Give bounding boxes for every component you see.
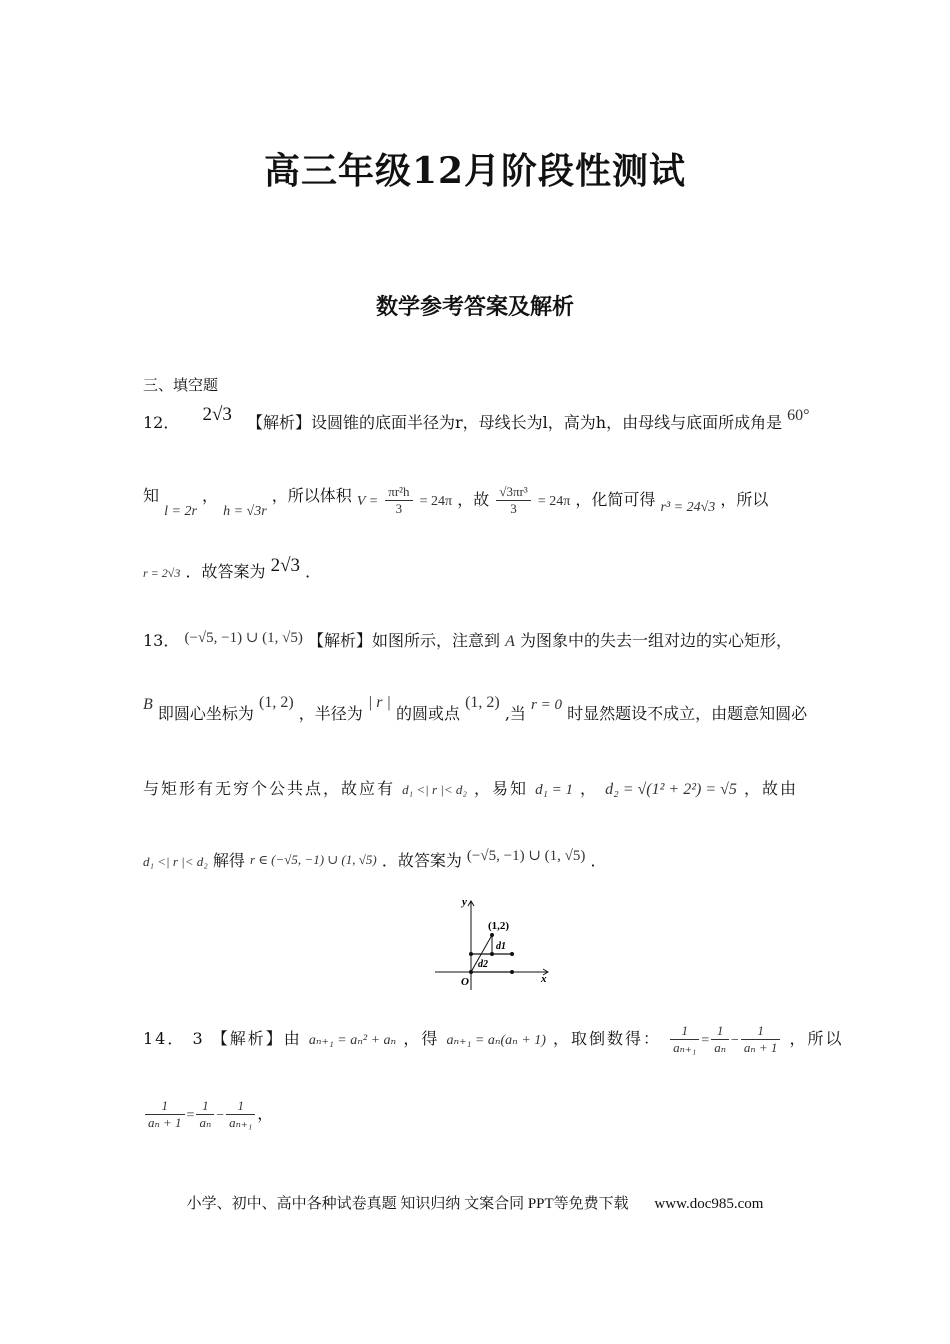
q12-text-simplify: ，化简可得	[575, 490, 656, 509]
q14-number: 14．	[143, 1029, 186, 1048]
q13-line-2	[143, 694, 808, 723]
point-label: (1,2)	[488, 920, 510, 932]
fraction-denominator: aₙ	[199, 1115, 212, 1130]
fraction-numerator: 1	[711, 1023, 729, 1040]
q12-text-answer: ．故答案为	[185, 562, 266, 581]
q14-fraction-1	[670, 1023, 699, 1056]
q12-angle: 60°	[787, 407, 810, 424]
q14-line-1	[143, 1023, 844, 1056]
q13-number: 13．	[143, 631, 180, 650]
equals-sign: =	[701, 1033, 710, 1048]
document-title: 高三年级12月阶段性测试	[263, 150, 687, 192]
q14-end: ，	[257, 1104, 274, 1123]
q14-fraction-2	[711, 1023, 729, 1056]
q13-d1: d₁ = 1	[535, 782, 573, 798]
q14-fraction-3	[741, 1023, 781, 1056]
fraction-numerator: 1	[226, 1098, 255, 1115]
minus-sign: −	[730, 1033, 739, 1048]
q12-fraction-2	[496, 484, 530, 517]
point-origin	[469, 970, 473, 974]
q14-fraction-5	[196, 1098, 214, 1131]
x-axis-label: x	[541, 973, 547, 985]
q12-answer-2: 2√3	[270, 555, 300, 576]
d2-label: d2	[478, 959, 488, 970]
q12-number: 12．	[143, 413, 180, 432]
fraction-denominator: 3	[395, 501, 403, 516]
q12-line-2	[143, 484, 768, 517]
q13-lead-b: 为图象中的失去一组对边的实心矩形，	[519, 631, 792, 650]
q12-eq-V-rhs: = 24π	[419, 494, 453, 509]
q13-text-when: ,当	[504, 704, 526, 723]
q13-text-or-point: 的圆或点	[395, 704, 460, 723]
q13-label-A: A	[505, 633, 515, 650]
point-rect-top-left	[469, 952, 473, 956]
q12-eq-h: h = √3r	[223, 504, 267, 519]
fraction-denominator: 3	[510, 501, 517, 516]
q12-fraction-volume	[385, 484, 412, 517]
q12-comma: ，	[202, 486, 219, 505]
q13-label-B: B	[143, 696, 153, 713]
q13-end: ．	[590, 851, 607, 870]
q14-text-reciprocal: ，取倒数得：	[553, 1029, 662, 1048]
section-heading: 三、填空题	[143, 376, 219, 394]
origin-label: O	[461, 976, 469, 988]
minus-sign: −	[216, 1108, 225, 1123]
fraction-denominator: aₙ₊₁	[229, 1115, 253, 1130]
q12-text-zhi: 知	[143, 486, 160, 505]
q13-line-4	[143, 848, 607, 872]
q12-text-gu: ，故	[457, 490, 490, 509]
q13-text-radius: ，半径为	[298, 704, 363, 723]
q12-answer: 2√3	[202, 404, 232, 425]
q13-line-1	[143, 631, 792, 652]
q12-line-1	[143, 404, 810, 434]
footer-text: 小学、初中、高中各种试卷真题 知识归纳 文案合同 PPT等免费下载	[186, 1196, 629, 1212]
q14-text-suoyi: ，所以	[789, 1029, 844, 1048]
fraction-numerator: πr²h	[385, 484, 412, 501]
q12-eq-r3: r³ = 24√3	[660, 500, 716, 515]
fraction-denominator: aₙ + 1	[148, 1115, 182, 1130]
footer-url[interactable]: www.doc985.com	[654, 1196, 764, 1212]
q12-eq-l: l = 2r	[164, 504, 197, 519]
q12-eq-2-rhs: = 24π	[537, 494, 571, 509]
q12-eq-r: r = 2√3	[143, 566, 181, 580]
q13-answer: (−√5, −1) ∪ (1, √5)	[184, 630, 303, 646]
d1-label: d1	[496, 941, 506, 952]
q13-text-solve: 解得	[212, 851, 245, 870]
q14-eq-1: aₙ₊₁ = aₙ² + aₙ	[308, 1033, 397, 1048]
q13-text-answer: ．故答案为	[381, 851, 462, 870]
point-rect-top-right	[510, 952, 514, 956]
q12-lead: 【解析】设圆锥的底面半径为r，母线长为l，高为h，由母线与底面所成角是	[247, 413, 783, 432]
q13-abs-r: | r |	[367, 694, 391, 711]
q14-answer: 3	[192, 1029, 205, 1048]
q13-r-zero: r = 0	[531, 697, 562, 713]
equals-sign: =	[186, 1108, 195, 1123]
q12-end: ．	[305, 562, 322, 581]
q13-text-cond: 时显然题设不成立，由题意知圆必	[567, 704, 808, 723]
fraction-numerator: 1	[741, 1023, 781, 1040]
fraction-numerator: 1	[145, 1098, 185, 1115]
fraction-denominator: aₙ₊₁	[673, 1040, 697, 1055]
point-rect-bottom-right	[510, 970, 514, 974]
q13-lead: 【解析】如图所示，注意到	[308, 631, 501, 650]
q14-fraction-4	[145, 1098, 185, 1131]
q12-line-3	[143, 555, 322, 583]
q13-line-3	[143, 779, 798, 800]
fraction-denominator: aₙ	[714, 1040, 726, 1055]
q14-text-de: ，得	[403, 1029, 440, 1048]
q13-answer-2: (−√5, −1) ∪ (1, √5)	[466, 848, 586, 864]
q14-line-2	[143, 1098, 273, 1131]
q13-ineq-2: d₁ <| r |< d₂	[143, 854, 208, 869]
q13-center: (1, 2)	[258, 694, 294, 711]
fraction-numerator: 1	[670, 1023, 699, 1040]
q12-eq-V: V =	[356, 494, 379, 509]
q13-d2: d₂ = √(1² + 2²) = √5	[605, 781, 737, 798]
q13-comma: ，	[580, 779, 599, 798]
point-1-2	[490, 933, 494, 937]
q12-text-volume: ，所以体积	[271, 486, 352, 505]
q13-figure	[430, 893, 560, 993]
q14-lead: 【解析】由	[211, 1029, 302, 1048]
fraction-numerator: 1	[196, 1098, 214, 1115]
q13-text-thus: ，故由	[744, 779, 799, 798]
q13-text-center: 即圆心坐标为	[157, 704, 254, 723]
page-footer	[0, 1192, 950, 1213]
fraction-denominator: aₙ + 1	[743, 1040, 778, 1055]
q12-text-suoyi: ，所以	[720, 490, 769, 509]
q13-ineq: d₁ <| r |< d₂	[402, 782, 467, 797]
q13-text-should: 与矩形有无穷个公共点，故应有	[143, 779, 396, 798]
y-axis-label: y	[462, 896, 467, 908]
q14-eq-2: aₙ₊₁ = aₙ(aₙ + 1)	[446, 1033, 546, 1048]
q13-text-easy: ，易知	[474, 779, 529, 798]
point-rect-top-mid	[490, 952, 494, 956]
q14-fraction-6	[226, 1098, 255, 1131]
document-subtitle: 数学参考答案及解析	[375, 294, 574, 320]
q13-solution: r ∈ (−√5, −1) ∪ (1, √5)	[250, 852, 377, 867]
q13-point: (1, 2)	[465, 694, 500, 711]
fraction-numerator: √3πr³	[496, 484, 530, 501]
